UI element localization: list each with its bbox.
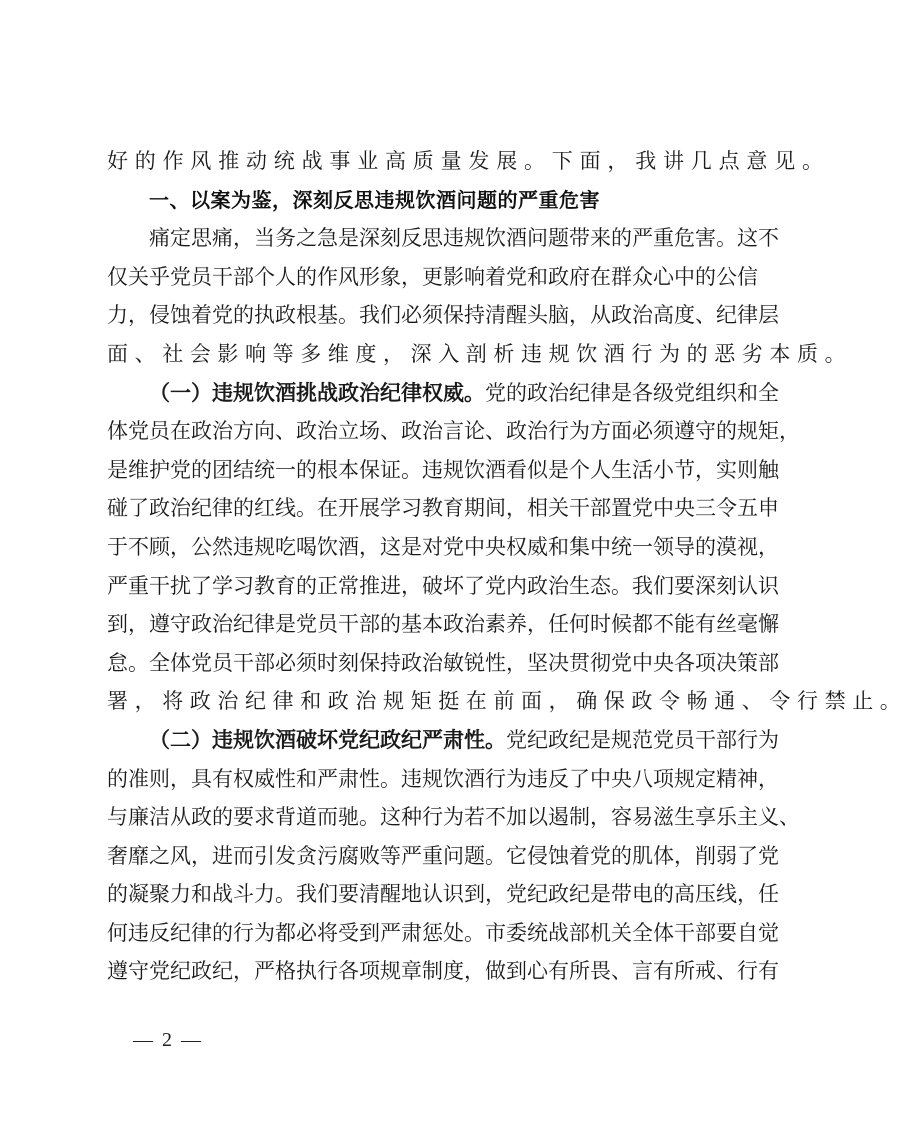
paragraph-line: 何违反纪律的行为都必将受到严肃惩处。市委统战部机关全体干部要自觉 — [107, 920, 779, 945]
paragraph-line: 署，将政治纪律和政治规矩挺在前面，确保政令畅通、令行禁止。 — [107, 689, 907, 714]
paragraph-line: 奢靡之风，进而引发贪污腐败等严重问题。它侵蚀着党的肌体，削弱了党 — [107, 843, 779, 868]
paragraph-text: 党的政治纪律是各级党组织和全 — [485, 380, 779, 405]
paragraph-line: 怠。全体党员干部必须时刻保持政治敏锐性，坚决贯彻党中央各项决策部 — [107, 650, 779, 675]
paragraph-line: 是维护党的团结统一的根本保证。违规饮酒看似是个人生活小节，实则触 — [107, 457, 779, 482]
paragraph-line — [107, 374, 779, 413]
paragraph-line: 与廉洁从政的要求背道而驰。这种行为若不加以遏制，容易滋生享乐主义、 — [107, 805, 800, 830]
paragraph-line: 的准则，具有权威性和严肃性。违规饮酒行为违反了中央八项规定精神， — [107, 766, 779, 791]
subheading: （一）违规饮酒挑战政治纪律权威。 — [149, 379, 485, 405]
page-number: — 2 — — [133, 1029, 203, 1051]
paragraph-line: 体党员在政治方向、政治立场、政治言论、政治行为方面必须遵守的规矩， — [107, 419, 800, 444]
paragraph-line: 碰了政治纪律的红线。在开展学习教育期间，相关干部置党中央三令五申 — [107, 496, 779, 521]
paragraph-line: 仅关乎党员干部个人的作风形象，更影响着党和政府在群众心中的公信 — [107, 264, 758, 289]
subheading: （二）违规饮酒破坏党纪政纪严肃性。 — [149, 726, 506, 752]
paragraph-line: 严重干扰了学习教育的正常推进，破坏了党内政治生态。我们要深刻认识 — [107, 573, 779, 598]
paragraph-text: 党纪政纪是规范党员干部行为 — [506, 727, 779, 752]
paragraph-line: 痛定思痛，当务之急是深刻反思违规饮酒问题带来的严重危害。这不 — [149, 226, 779, 251]
paragraph-line: 力，侵蚀着党的执政根基。我们必须保持清醒头脑，从政治高度、纪律层 — [107, 303, 779, 328]
section-heading: 一、以案为鉴，深刻反思违规饮酒问题的严重危害 — [149, 187, 600, 212]
paragraph-line: 面、社会影响等多维度，深入剖析违规饮酒行为的恶劣本质。 — [107, 341, 853, 366]
paragraph-line: 遵守党纪政纪，严格执行各项规章制度，做到心有所畏、言有所戒、行有 — [107, 959, 779, 984]
document-body — [107, 142, 907, 991]
paragraph-line: 于不顾，公然违规吃喝饮酒，这是对党中央权威和集中统一领导的漠视， — [107, 534, 779, 559]
paragraph-line: 好的作风推动统战事业高质量发展。下面，我讲几点意见。 — [107, 149, 830, 173]
paragraph-line: 的凝聚力和战斗力。我们要清醒地认识到，党纪政纪是带电的高压线，任 — [107, 882, 779, 907]
paragraph-line: 到，遵守政治纪律是党员干部的基本政治素养，任何时候都不能有丝毫懈 — [107, 612, 779, 637]
paragraph-line — [107, 721, 779, 760]
